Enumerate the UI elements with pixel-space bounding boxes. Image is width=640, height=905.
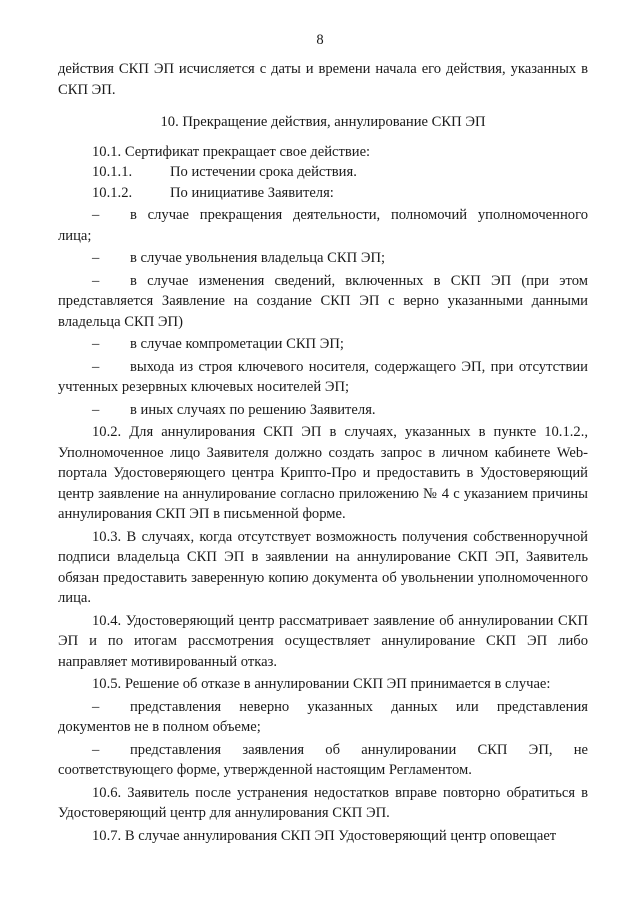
list-item: – выхода из строя ключевого носителя, содержащего ЭП, при отсутствии учтенных резервных ключевых носителей ЭП; — [58, 358, 588, 395]
dash-bullet: – — [92, 336, 100, 352]
clause-10-1-1 — [58, 162, 588, 183]
list-item: – в случае изменения сведений, включенных в СКП ЭП (при этом представляется Заявление на создание СКП ЭП с верно указанными данными владельца СКП ЭП) — [58, 272, 588, 330]
page-number: 8 — [316, 32, 324, 48]
list-item: – представления заявления об аннулировании СКП ЭП, не соответствующего форме, утвержденной настоящим Регламентом. — [58, 741, 588, 778]
section-title: 10. Прекращение действия, аннулирование СКП ЭП — [160, 114, 486, 130]
list-item: – в случае увольнения владельца СКП ЭП; — [58, 248, 588, 269]
clause-10-1-2 — [58, 183, 588, 204]
list-item: – в иных случаях по решению Заявителя. — [58, 400, 588, 421]
dash-bullet: – — [92, 358, 100, 375]
paragraph-10-5: 10.5. Решение об отказе в аннулировании СКП ЭП принимается в случае: — [92, 676, 551, 692]
dash-bullet: – — [92, 401, 100, 418]
list-item: – в случае прекращения деятельности, полномочий уполномоченного лица; — [58, 207, 588, 244]
paragraph-10-6: 10.6. Заявитель после устранения недостатков вправе повторно обратиться в Удостоверяющий центр для аннулирования СКП ЭП. — [58, 784, 588, 821]
paragraph-10-4: 10.4. Удостоверяющий центр рассматривает заявление об аннулировании СКП ЭП и по итогам рассмотрения осуществляет аннулирование СКП ЭП либо направляет мотивированный отказ. — [58, 612, 588, 670]
clause-text: По истечении срока действия. — [170, 164, 357, 180]
dash-bullet: – — [92, 741, 100, 758]
dash-bullet: – — [92, 207, 100, 223]
dash-bullet: – — [92, 272, 100, 289]
paragraph-10-1: 10.1. Сертификат прекращает свое действие: — [92, 143, 371, 160]
intro-paragraph: действия СКП ЭП исчисляется с даты и времени начала его действия, указанных в СКП ЭП. — [58, 61, 588, 98]
document-body — [58, 59, 588, 846]
dash-bullet: – — [92, 250, 100, 266]
clause-text: По инициативе Заявителя: — [170, 184, 334, 201]
paragraph-10-3: 10.3. В случаях, когда отсутствует возможность получения собственноручной подписи владельца СКП ЭП в заявлении на аннулирование СКП ЭП, Заявитель обязан предоставить заверенную копию документа об увольнении уполномоченного лица. — [58, 528, 588, 606]
list-item: – представления неверно указанных данных или представления документов не в полном объеме; — [58, 698, 588, 735]
clause-number: 10.1.2. — [92, 184, 133, 201]
list-item: – в случае компрометации СКП ЭП; — [58, 334, 588, 355]
dash-bullet: – — [92, 698, 100, 715]
clause-number: 10.1.1. — [92, 164, 133, 180]
paragraph-10-7: 10.7. В случае аннулирования СКП ЭП Удостоверяющий центр оповещает — [92, 827, 557, 844]
paragraph-10-2: 10.2. Для аннулирования СКП ЭП в случаях, указанных в пункте 10.1.2., Уполномоченное лицо Заявителя должно создать запрос в личном кабинете Web-портала Удостоверяющего центра Крипто-Про и предоставить в Удостоверяющий центр заявление на аннулирование согласно приложению № 4 с указанием причины аннулирования СКП ЭП в письменной форме. — [58, 424, 588, 522]
